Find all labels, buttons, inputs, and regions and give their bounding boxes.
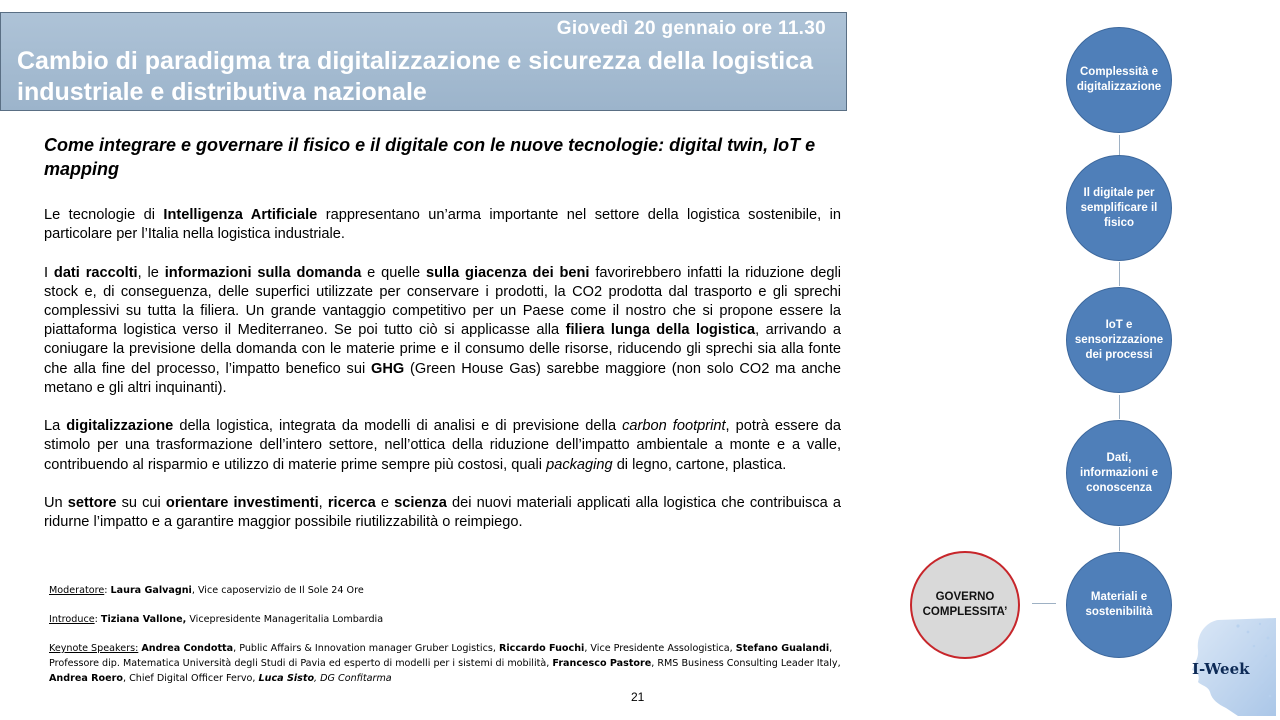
circle-governo-complessita: GOVERNO COMPLESSITA’ — [910, 551, 1020, 659]
logo-text: I-Week — [1192, 660, 1250, 678]
paragraph-4: Un settore su cui orientare investimenti, ricerca e scienza dei nuovi materiali applicati alla logistica che contribuisca a ridurne l’impatto e a garantire maggior possibile riutilizzabilità o reimpiego. — [44, 495, 841, 531]
circle-digitale: Il digitale per semplificare il fisico — [1066, 155, 1172, 261]
moderator-line: Moderatore: Laura Galvagni, Vice caposervizio de Il Sole 24 Ore — [49, 585, 364, 596]
circle-materiali: Materiali e sostenibilità — [1066, 552, 1172, 658]
event-date: Giovedì 20 gennaio ore 11.30 — [556, 18, 826, 39]
connector-line — [1119, 262, 1120, 286]
connector-line — [1119, 135, 1120, 155]
i-week-logo — [1178, 612, 1278, 718]
paragraph-1: Le tecnologie di Intelligenza Artificiale rappresentano un’arma importante nel settore della logistica sostenibile, in particolare per l’Italia nella logistica industriale. — [44, 207, 841, 243]
page-number: 21 — [631, 690, 645, 704]
paragraph-3: La digitalizzazione della logistica, integrata da modelli di analisi e di previsione della carbon footprint, potrà essere da stimolo per una trasformazione dell’intero settore, nell’ottica della riduzione dell’impatto ambientale a monte e a valle, contribuendo al risparmio e utilizzo di materie prime sempre più costosi, quali packaging di legno, cartone, plastica. — [44, 418, 841, 473]
subtitle: Come integrare e governare il fisico e il digitale con le nuove tecnologie: digital twin, IoT e mapping — [44, 135, 816, 179]
speakers-credits — [49, 583, 849, 700]
circle-complessita: Complessità e digitalizzazione — [1066, 27, 1172, 133]
page-title: Cambio di paradigma tra digitalizzazione e sicurezza della logistica industriale e distributiva nazionale — [17, 47, 814, 106]
keynote-line: Keynote Speakers: Andrea Condotta, Public Affairs & Innovation manager Gruber Logistics, Riccardo Fuochi, Vice Presidente Assologistica, Stefano Gualandi, Professore dip. Matematica Università degli Studi di Pavia ed esperto di modelli per i sistemi di mobilità, Francesco Pastore, RMS Business Consulting Leader Italy, Andrea Roero, Chief Digital Officer Fervo, Luca Sisto, DG Confitarma — [49, 643, 841, 684]
circle-iot: IoT e sensorizzazione dei processi — [1066, 287, 1172, 393]
circle-dati: Dati, informazioni e conoscenza — [1066, 420, 1172, 526]
paragraph-2: I dati raccolti, le informazioni sulla domanda e quelle sulla giacenza dei beni favorirebbero infatti la riduzione degli stock e, di conseguenza, delle superfici utilizzate per conservare i prodotti, la CO2 prodotta dal trasporto e gli sprechi complessivi su tutta la filiera. Un grande vantaggio competitivo per un Paese come il nostro che si propone essere la piattaforma logistica verso il Mediterraneo. Se poi tutto ciò si applicasse alla filiera lunga della logistica, arrivando a coniugare la previsione della domanda con le materie prime e il consumo delle risorse, riducendo gli sprechi sia alla fonte che alla fine del processo, l’impatto benefico sui GHG (Green House Gas) sarebbe maggiore (non solo CO2 ma anche metano e gli altri inquinanti). — [44, 264, 842, 396]
connector-line-horizontal — [1032, 603, 1056, 604]
body-text — [44, 206, 841, 552]
connector-line — [1119, 527, 1120, 551]
header-banner — [0, 12, 847, 111]
connector-line — [1119, 395, 1120, 419]
intro-line: Introduce: Tiziana Vallone, Vicepresidente Manageritalia Lombardia — [49, 614, 384, 625]
